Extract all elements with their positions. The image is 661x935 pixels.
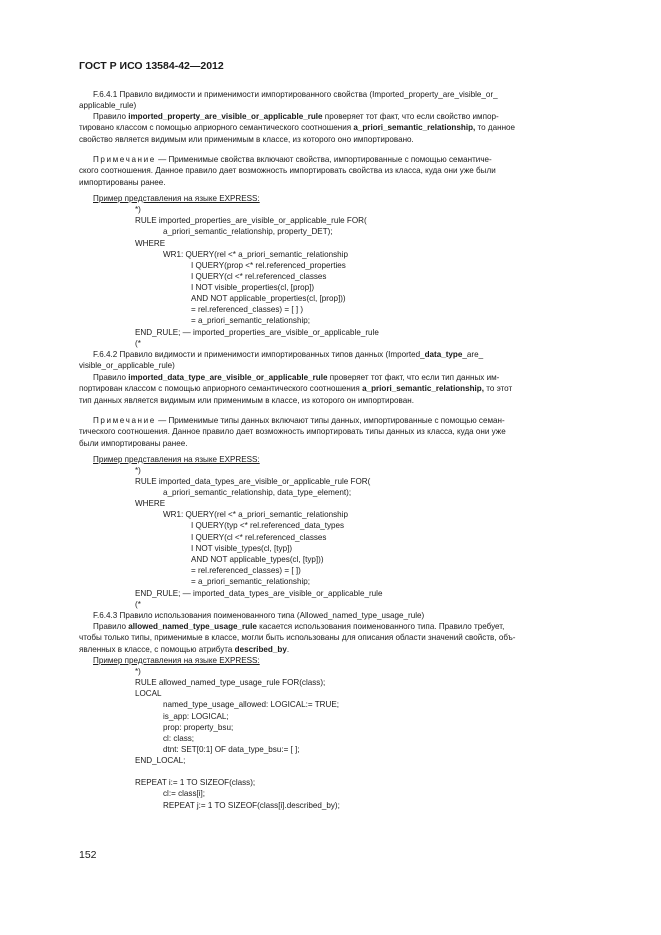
paragraph-line: свойство является видимым или применимым в классе, из которого оно импортировано.	[79, 134, 414, 144]
page-number: 152	[79, 849, 97, 861]
rule-name: imported_data_type_are_visible_or_applicable_rule	[128, 373, 328, 382]
paragraph-line: портирован классом с помощью априорного семантического соотношения a_priori_semantic_relationship, то этот	[79, 384, 513, 394]
section-f641-paragraph	[79, 111, 616, 145]
paragraph-line: Правило imported_property_are_visible_or_applicable_rule проверяет тот факт, что если свойство импор-	[93, 112, 499, 121]
paragraph-line: чтобы только типы, применимые в классе, могли быть использованы для описания области значений свойств, объ-	[79, 633, 516, 643]
heading-line: F.6.4.3 Правило использования поименованного типа (Allowed_named_type_usage_rule)	[93, 611, 425, 620]
heading-line: visible_or_applicable_rule)	[79, 361, 175, 371]
paragraph-line: тип данных является видимым или применимым в классе, из которого он импортирован.	[79, 395, 414, 405]
code-line: I QUERY(typ <* rel.referenced_data_types	[191, 521, 345, 530]
code-line: prop: property_bsu;	[163, 723, 234, 732]
code-line: *)	[135, 466, 141, 475]
code-line: I NOT visible_properties(cl, [prop])	[191, 283, 315, 292]
code-line: WHERE	[135, 499, 166, 508]
section-f642-example-label	[79, 454, 616, 465]
code-line: a_priori_semantic_relationship, data_type_element);	[163, 488, 352, 497]
relationship-name: a_priori_semantic_relationship,	[353, 123, 476, 133]
section-f642-note	[79, 415, 616, 449]
code-line: AND NOT applicable_properties(cl, [prop]))	[191, 294, 346, 303]
example-label: Пример представления на языке EXPRESS:	[93, 194, 260, 203]
heading-line: applicable_rule)	[79, 101, 137, 111]
example-label: Пример представления на языке EXPRESS:	[93, 455, 260, 464]
note-label: Примечание	[93, 155, 156, 164]
code-line: END_RULE; — imported_data_types_are_visible_or_applicable_rule	[135, 589, 383, 598]
document-header: ГОСТ Р ИСО 13584-42—2012	[79, 60, 224, 72]
note-line: импортированы ранее.	[79, 177, 166, 187]
code-line: AND NOT applicable_types(cl, [typ]))	[191, 555, 324, 564]
heading-line: F.6.4.1 Правило видимости и применимости импортированного свойства (Imported_property_are_visible_or_	[93, 90, 498, 99]
code-line: = a_priori_semantic_relationship;	[191, 316, 310, 325]
code-line: cl: class;	[163, 734, 195, 743]
code-line: = rel.referenced_classes) = [ ])	[191, 566, 301, 575]
section-f642-heading	[79, 349, 616, 372]
note-line: тического соотношения. Данное правило дает возможность импортировать типы данных из класса, куда они уже	[79, 427, 506, 437]
code-line: I QUERY(cl <* rel.referenced_classes	[191, 533, 327, 542]
heading-line: F.6.4.2 Правило видимости и применимости импортированных типов данных (Imported_data_type_are_	[93, 350, 484, 359]
code-line: END_RULE; — imported_properties_are_visible_or_applicable_rule	[135, 328, 379, 337]
code-line: = rel.referenced_classes) = [ ] )	[191, 305, 304, 314]
code-line: a_priori_semantic_relationship, property_DET);	[163, 227, 333, 236]
code-line: cl:= class[i];	[163, 789, 206, 798]
note-line: Примечание — Применимые типы данных включают типы данных, импортированные с помощью семан-	[93, 416, 505, 425]
section-f643-example-label	[79, 655, 616, 666]
paragraph-line: тировано классом с помощью априорного семантического соотношения a_priori_semantic_relationship, то данное	[79, 123, 516, 133]
paragraph-line: Правило imported_data_type_are_visible_or_applicable_rule проверяет тот факт, что если тип данных им-	[93, 373, 500, 382]
code-line: REPEAT i:= 1 TO SIZEOF(class);	[135, 778, 256, 787]
code-line: LOCAL	[135, 689, 162, 698]
code-line: I QUERY(prop <* rel.referenced_properties	[191, 261, 346, 270]
example-label: Пример представления на языке EXPRESS:	[93, 656, 260, 665]
section-f642-paragraph	[79, 372, 616, 406]
code-line: (*	[135, 339, 141, 348]
code-line: I NOT visible_types(cl, [typ])	[191, 544, 293, 553]
code-line: END_LOCAL;	[135, 756, 186, 765]
note-label: Примечание	[93, 416, 156, 425]
code-line: WR1: QUERY(rel <* a_priori_semantic_relationship	[163, 510, 348, 519]
relationship-name: a_priori_semantic_relationship,	[362, 384, 484, 394]
code-line: is_app: LOGICAL;	[163, 712, 229, 721]
section-f641-example-label	[79, 193, 616, 204]
code-line: I QUERY(cl <* rel.referenced_classes	[191, 272, 327, 281]
attribute-name: described_by	[234, 644, 287, 654]
section-f641-heading	[79, 89, 616, 112]
code-line: named_type_usage_allowed: LOGICAL:= TRUE;	[163, 700, 339, 709]
rule-name: imported_property_are_visible_or_applicable_rule	[128, 112, 323, 121]
section-f641-note	[79, 154, 616, 188]
note-line: Примечание — Применимые свойства включают свойства, импортированные с помощью семантиче-	[93, 155, 492, 164]
paragraph-line: явленных в классе, с помощью атрибута described_by.	[79, 644, 290, 654]
paragraph-line: Правило allowed_named_type_usage_rule касается использования поименованного типа. Правило требует,	[93, 622, 505, 631]
code-line: *)	[135, 205, 141, 214]
section-f643-heading	[79, 610, 616, 621]
code-line: = a_priori_semantic_relationship;	[191, 577, 310, 586]
code-line: dtnt: SET[0:1] OF data_type_bsu:= [ ];	[163, 745, 300, 754]
code-line: (*	[135, 600, 141, 609]
code-line: RULE imported_data_types_are_visible_or_applicable_rule FOR(	[135, 477, 371, 486]
section-f643-paragraph	[79, 621, 616, 655]
note-line: были импортированы ранее.	[79, 438, 188, 448]
code-line: WHERE	[135, 239, 166, 248]
code-line: WR1: QUERY(rel <* a_priori_semantic_relationship	[163, 250, 348, 259]
note-line: ского соотношения. Данное правило дает возможность импортировать свойства из класса, куда они уже были	[79, 166, 496, 176]
code-line: RULE imported_properties_are_visible_or_applicable_rule FOR(	[135, 216, 367, 225]
code-line: REPEAT j:= 1 TO SIZEOF(class[i].described_by);	[163, 801, 340, 810]
code-line: RULE allowed_named_type_usage_rule FOR(class);	[135, 678, 326, 687]
rule-name: allowed_named_type_usage_rule	[128, 622, 257, 631]
code-line: *)	[135, 667, 141, 676]
